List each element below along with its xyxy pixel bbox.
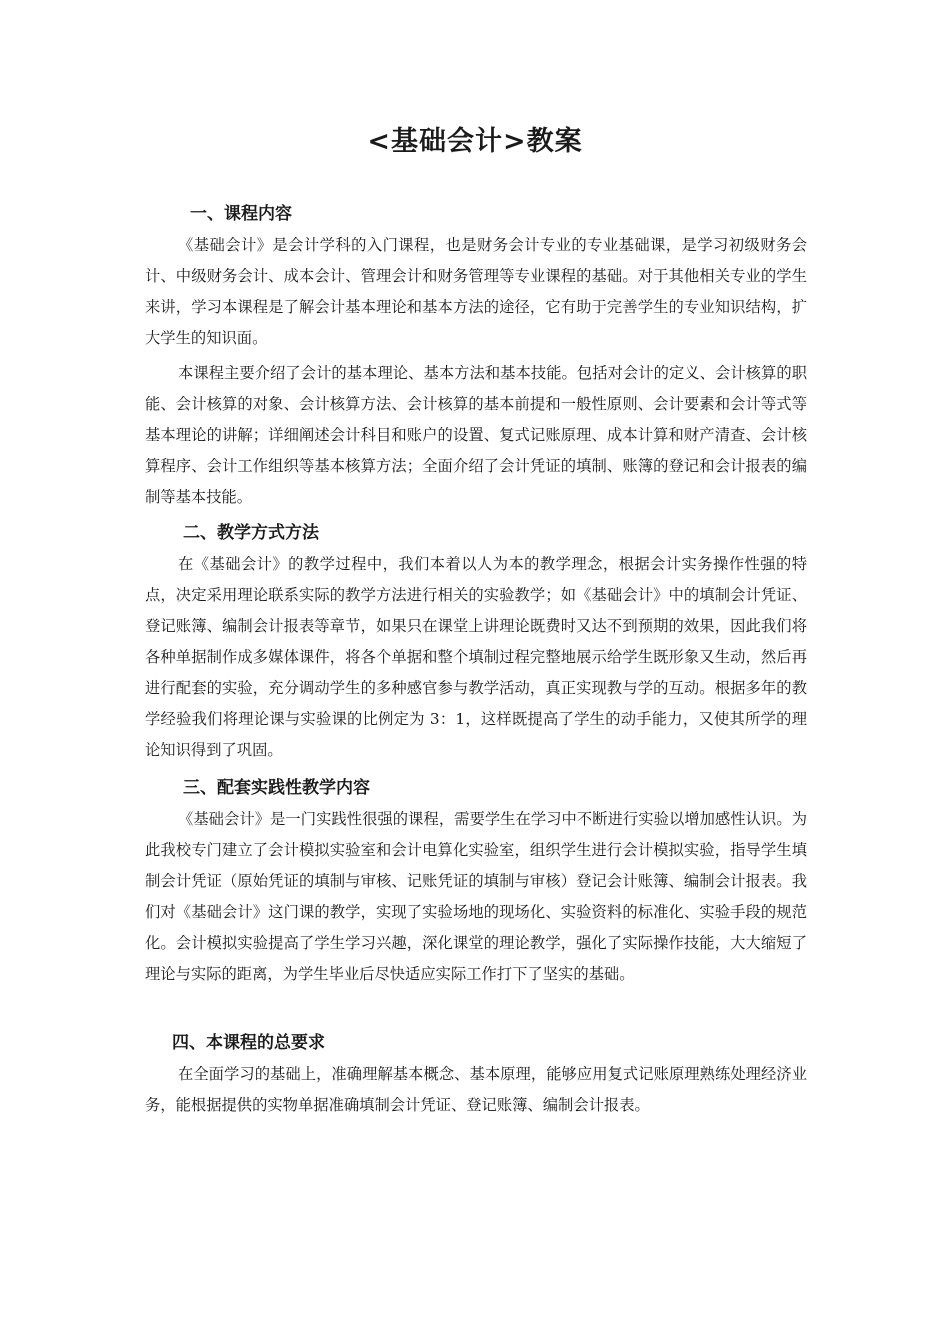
paragraph: 在《基础会计》的教学过程中，我们本着以人为本的教学理念，根据会计实务操作性强的特点，决定采用理论联系实际的教学方法进行相关的实验教学；如《基础会计》中的填制会计凭证、登记账簿、编制会计报表等章节，如果只在课堂上讲理论既费时又达不到预期的效果，因此我们将各种单据制作成多媒体课件，将各个单据和整个填制过程完整地展示给学生既形象又生动，然后再进行配套的实验，充分调动学生的多种感官参与教学活动，真正实现教与学的互动。根据多年的教学经验我们将理论课与实验课的比例定为 3：1，这样既提高了学生的动手能力，又使其所学的理论知识得到了巩固。 [145, 555, 807, 759]
paragraph: 《基础会计》是一门实践性很强的课程，需要学生在学习中不断进行实验以增加感性认识。为此我校专门建立了会计模拟实验室和会计电算化实验室，组织学生进行会计模拟实验，指导学生填制会计凭证（原始凭证的填制与审核、记账凭证的填制与审核）登记会计账簿、编制会计报表。我们对《基础会计》这门课的教学，实现了实验场地的现场化、实验资料的标准化、实验手段的规范化。会计模拟实验提高了学生学习兴趣，深化课堂的理论教学，强化了实际操作技能，大大缩短了理论与实际的距离，为学生毕业后尽快适应实际工作打下了坚实的基础。 [145, 810, 807, 983]
section-heading-overall-requirements: 四、本课程的总要求 [172, 1033, 325, 1053]
paragraph: 本课程主要介绍了会计的基本理论、基本方法和基本技能。包括对会计的定义、会计核算的职能、会计核算的对象、会计核算方法、会计核算的基本前提和一般性原则、会计要素和会计等式等基本理论的讲解；详细阐述会计科目和账户的设置、复式记账原理、成本计算和财产清查、会计核算程序、会计工作组织等基本核算方法；全面介绍了会计凭证的填制、账簿的登记和会计报表的编制等基本技能。 [145, 364, 807, 506]
paragraph: 《基础会计》是会计学科的入门课程，也是财务会计专业的专业基础课，是学习初级财务会计、中级财务会计、成本会计、管理会计和财务管理等专业课程的基础。对于其他相关专业的学生来讲，学习本课程是了解会计基本理论和基本方法的途径，它有助于完善学生的专业知识结构，扩大学生的知识面。 [145, 236, 807, 347]
document-title: <基础会计>教案 [367, 126, 583, 157]
section-heading-practice-content: 三、配套实践性教学内容 [183, 778, 370, 798]
section-heading-course-content: 一、课程内容 [190, 204, 292, 224]
section-heading-teaching-methods: 二、教学方式方法 [183, 523, 319, 543]
paragraph: 在全面学习的基础上，准确理解基本概念、基本原理，能够应用复式记账原理熟练处理经济业务，能根据提供的实物单据准确填制会计凭证、登记账簿、编制会计报表。 [145, 1065, 807, 1114]
